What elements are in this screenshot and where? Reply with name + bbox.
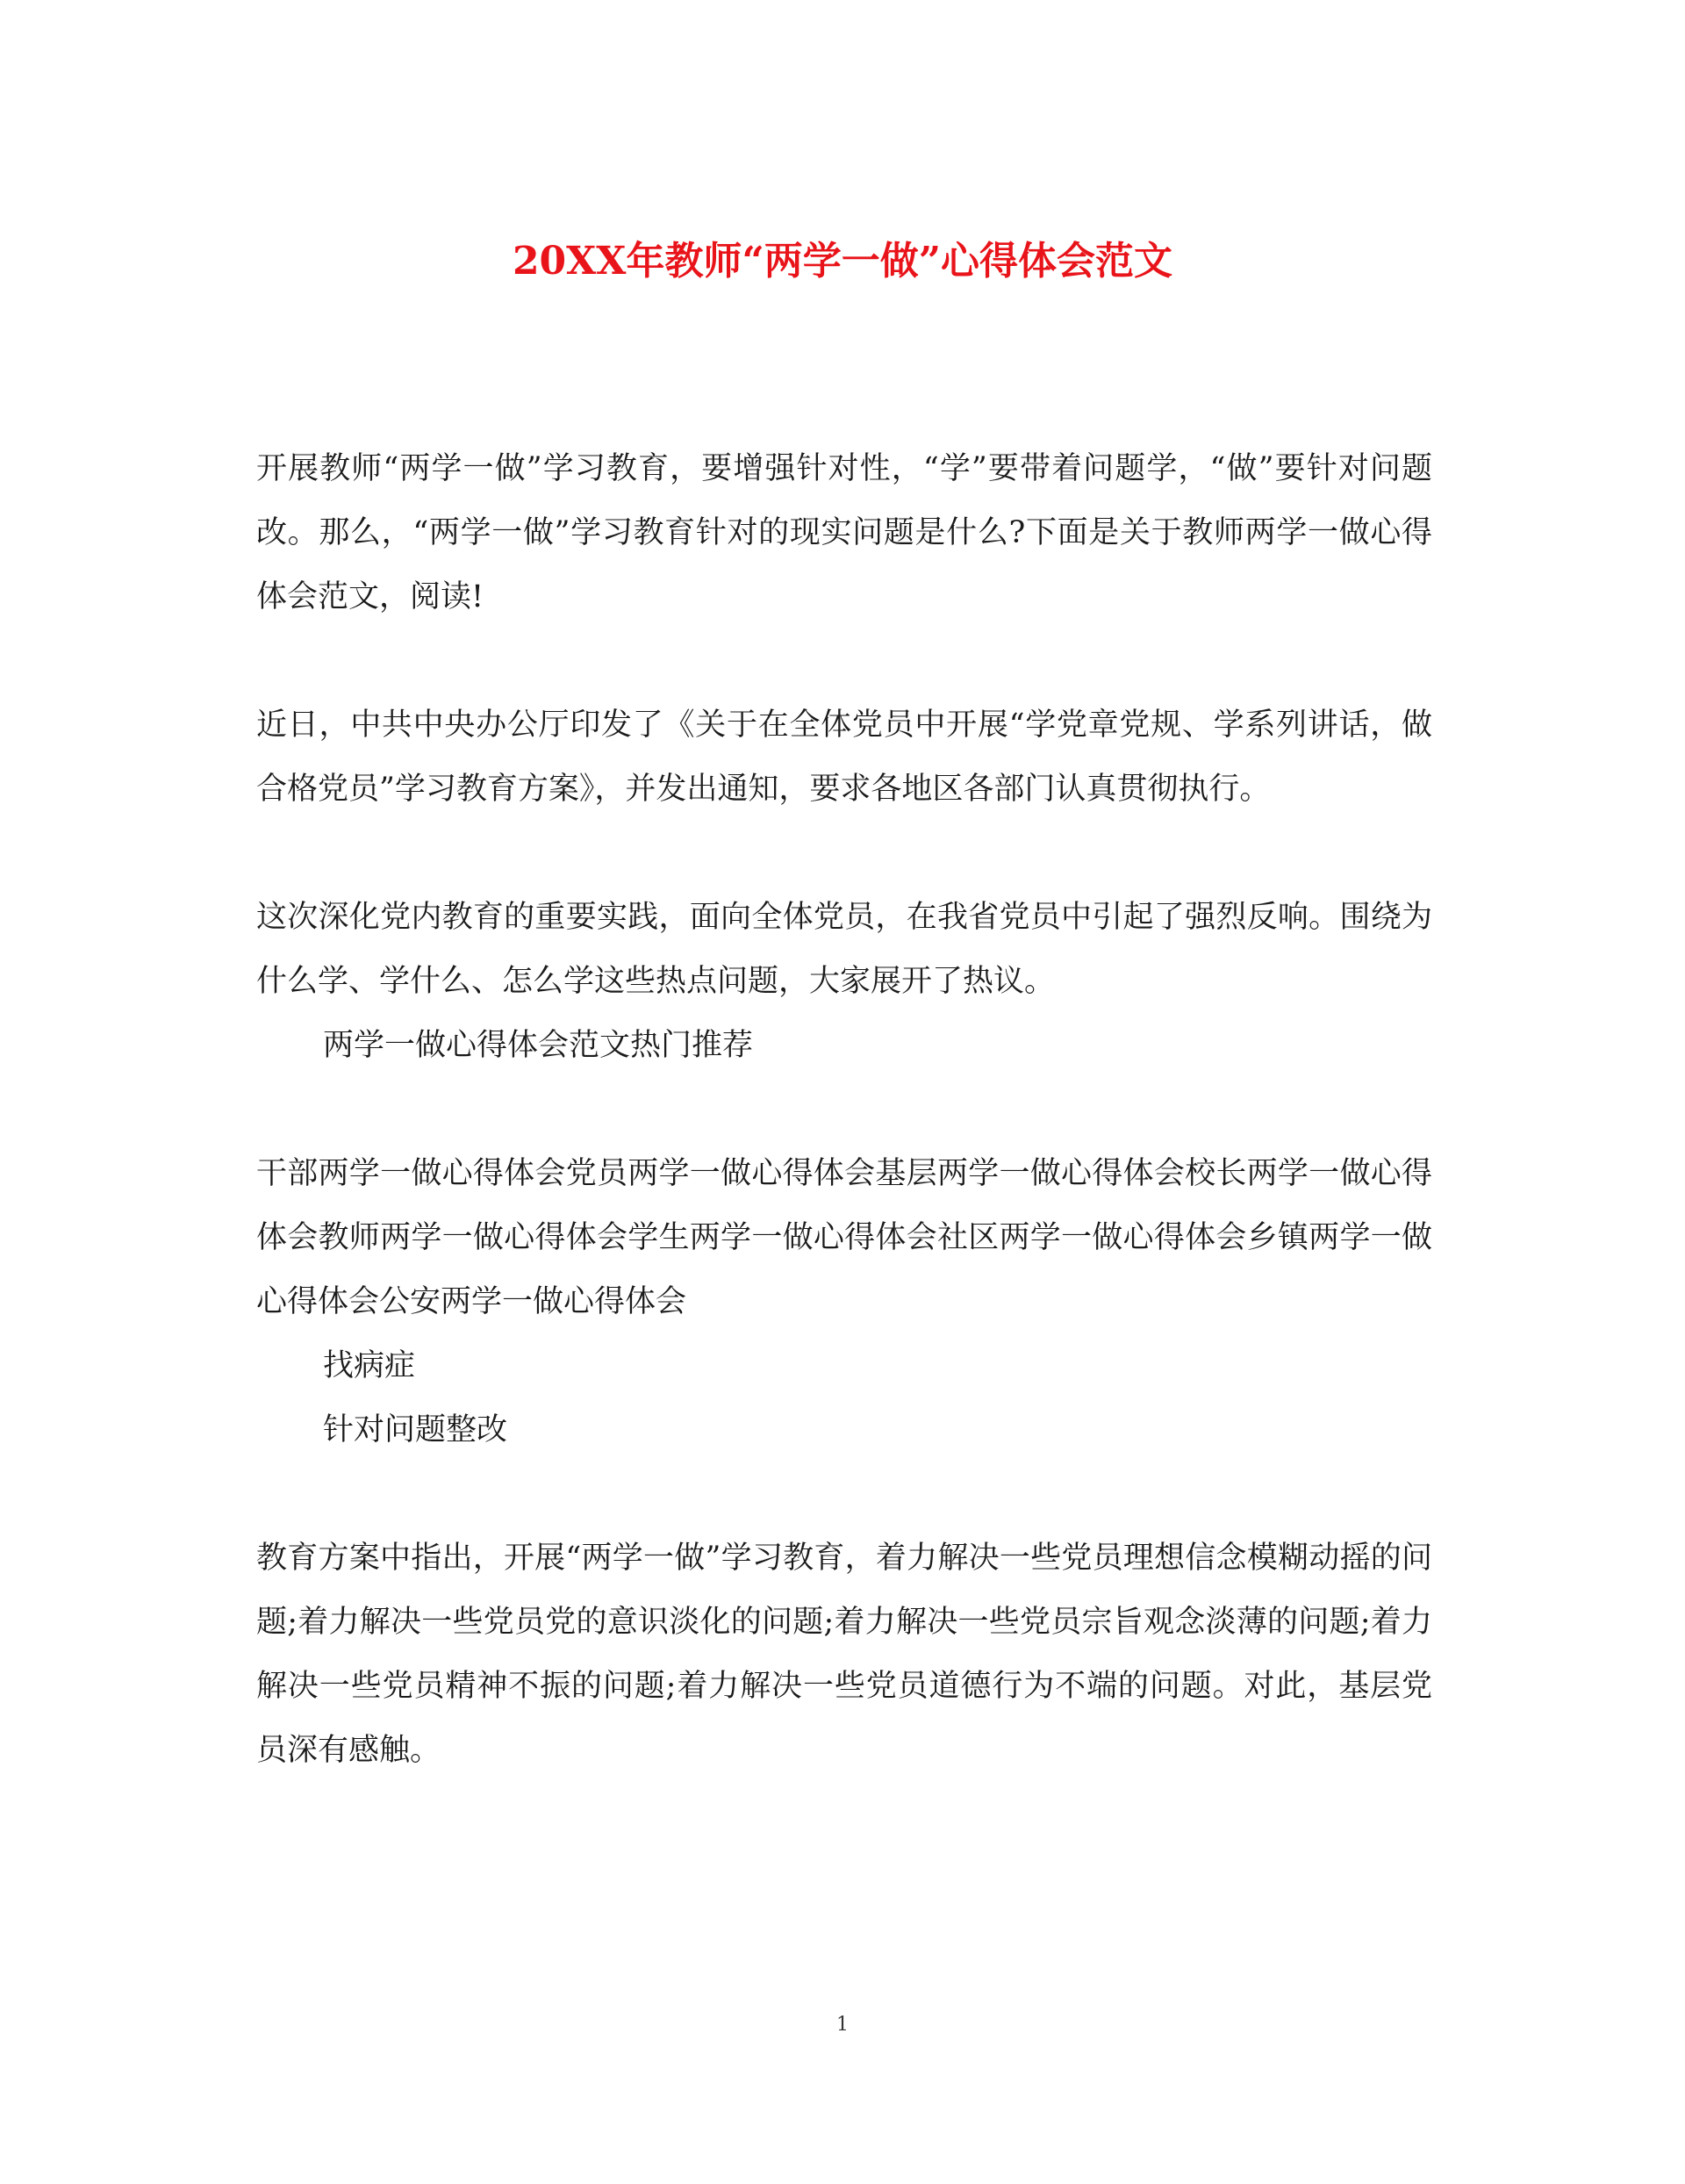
paragraph-plan: 教育方案中指出，开展“两学一做”学习教育，着力解决一些党员理想信念模糊动摇的问题;着力解决一些党员党的意识淡化的问题;着力解决一些党员宗旨观念淡薄的问题;着力解决一些党员精神不振的问题;着力解决一些党员道德行为不端的问题。对此，基层党员深有感触。 [256, 1541, 1432, 1768]
document-body [256, 437, 1432, 1783]
paragraph-find-symptoms: 找病症 [323, 1348, 416, 1383]
paragraph-recommend-heading: 两学一做心得体会范文热门推荐 [323, 1028, 754, 1063]
paragraph-recommend-list: 干部两学一做心得体会党员两学一做心得体会基层两学一做心得体会校长两学一做心得体会教师两学一做心得体会学生两学一做心得体会社区两学一做心得体会乡镇两学一做心得体会公安两学一做心得体会 [256, 1156, 1432, 1319]
paragraph-response: 这次深化党内教育的重要实践，面向全体党员，在我省党员中引起了强烈反响。围绕为什么学、学什么、怎么学这些热点问题，大家展开了热议。 [256, 900, 1432, 999]
paragraph-rectify: 针对问题整改 [323, 1412, 508, 1448]
page-number: 1 [836, 2014, 849, 2036]
paragraph-notice: 近日，中共中央办公厅印发了《关于在全体党员中开展“学党章党规、学系列讲话，做合格党员”学习教育方案》，并发出通知，要求各地区各部门认真贯彻执行。 [256, 708, 1432, 807]
paragraph-intro: 开展教师“两学一做”学习教育，要增强针对性，“学”要带着问题学，“做”要针对问题改。那么，“两学一做”学习教育针对的现实问题是什么?下面是关于教师两学一做心得体会范文，阅读! [256, 451, 1432, 614]
document-title: 20XX年教师“两学一做”心得体会范文 [512, 239, 1173, 284]
